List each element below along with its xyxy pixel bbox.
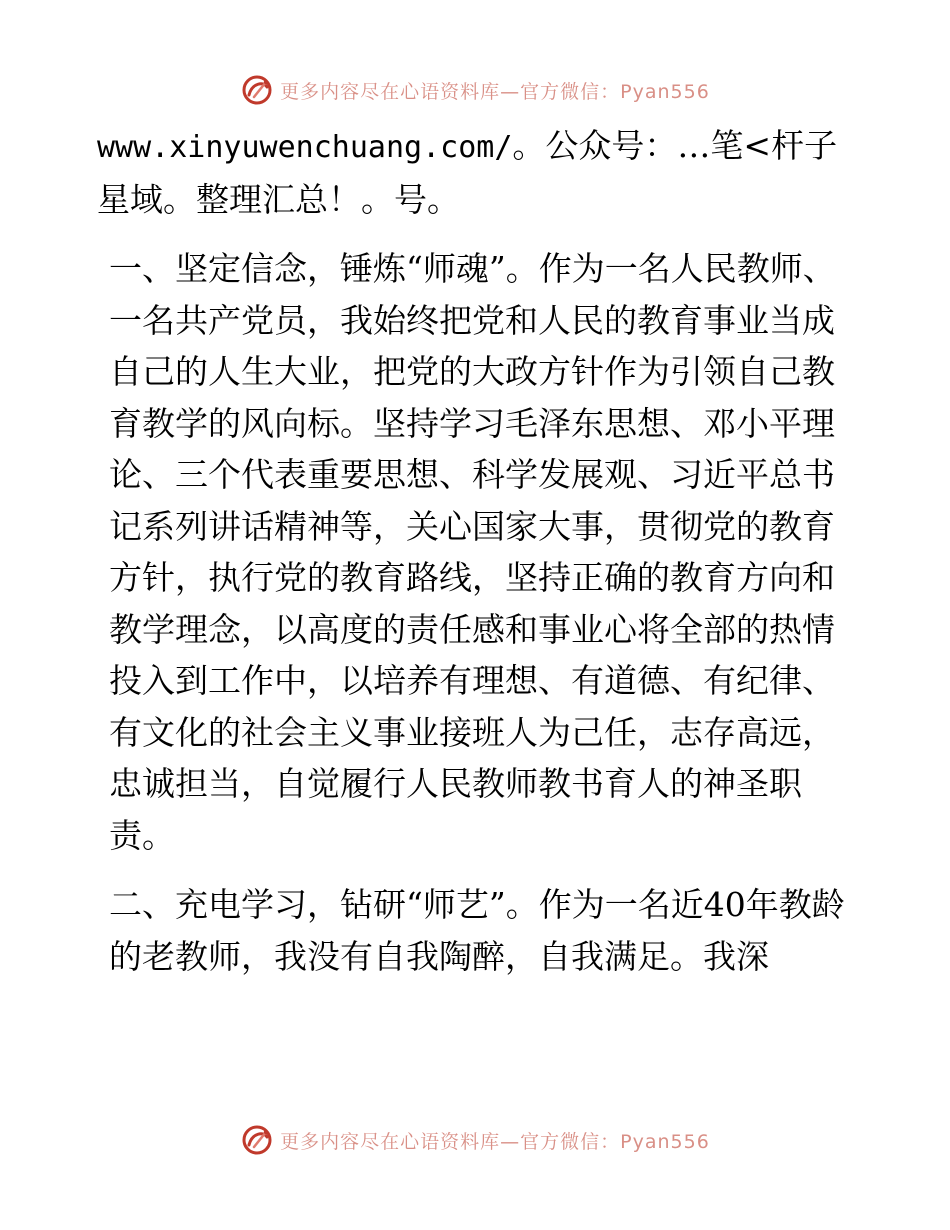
intro-paragraph	[97, 120, 857, 225]
header-banner-content	[240, 73, 710, 107]
logo-swirl-icon	[240, 73, 274, 107]
footer-banner-content	[240, 1123, 710, 1157]
header-banner-text: 更多内容尽在心语资料库—官方微信：Pyan556	[280, 80, 710, 103]
footer-banner	[0, 1120, 950, 1160]
document-body	[97, 120, 857, 982]
intro-text: 。公众号：…笔<杆子星域。整理汇总！。号。	[97, 126, 838, 219]
paragraph-1: 一、坚定信念，锤炼“师魂”。作为一名人民教师、一名共产党员，我始终把党和人民的教育事业当成自己的人生大业，把党的大政方针作为引领自己教育教学的风向标。坚持学习毛泽东思想、邓小平理论、三个代表重要思想、科学发展观、习近平总书记系列讲话精神等，关心国家大事，贯彻党的教育方针，执行党的教育路线，坚持正确的教育方向和教学理念，以高度的责任感和事业心将全部的热情投入到工作中，以培养有理想、有道德、有纪律、有文化的社会主义事业接班人为己任，志存高远，忠诚担当，自觉履行人民教师教书育人的神圣职责。	[109, 249, 836, 855]
header-banner	[0, 70, 950, 110]
intro-url: www.xinyuwenchuang.com/	[97, 130, 513, 165]
footer-banner-text: 更多内容尽在心语资料库—官方微信：Pyan556	[280, 1130, 710, 1153]
logo-swirl-icon	[240, 1123, 274, 1157]
paragraph-2: 二、充电学习，钻研“师艺”。作为一名近40年教龄的老教师，我没有自我陶醉，自我满足。我深	[109, 885, 845, 976]
